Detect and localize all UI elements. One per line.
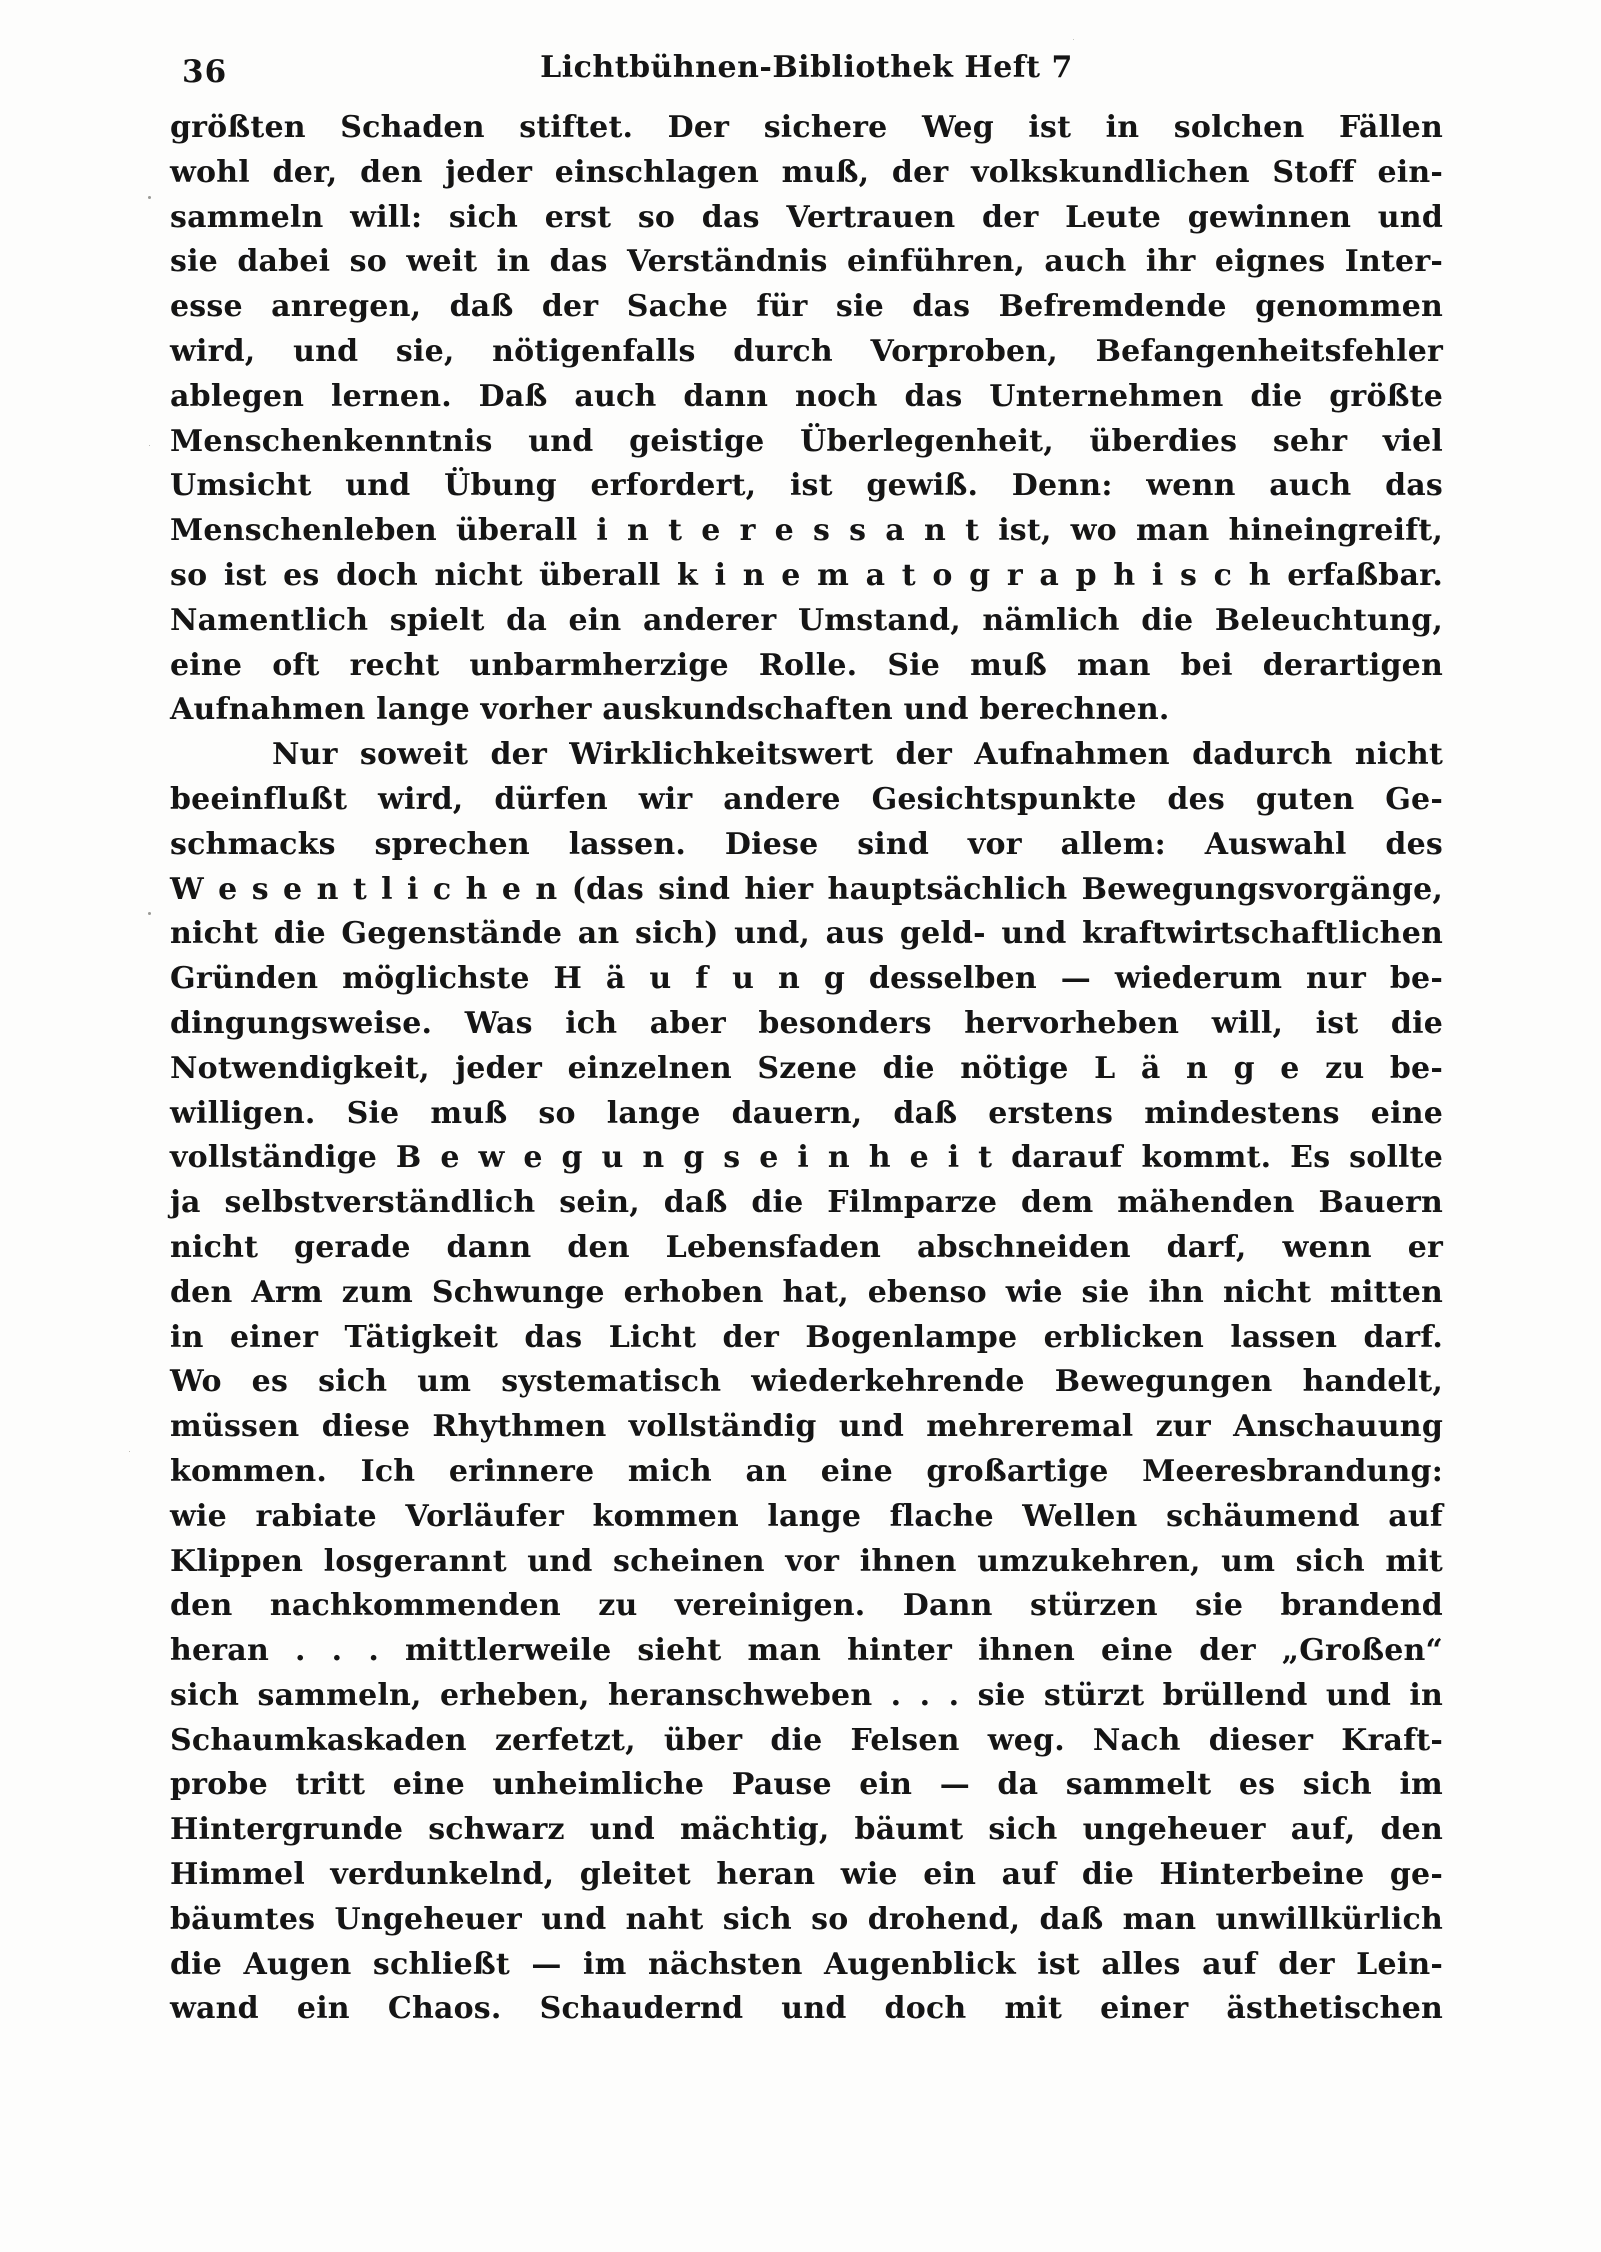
text-line: wie rabiate Vorläufer kommen lange flache Wellen schäumend auf <box>170 1498 1443 1534</box>
text-line: nicht die Gegenstände an sich) und, aus geld- und kraftwirtschaftlichen <box>170 916 1443 952</box>
text-line: müssen diese Rhythmen vollständig und mehreremal zur Anschauung <box>170 1409 1443 1445</box>
text-line: W e s e n t l i c h e n (das sind hier hauptsächlich Bewegungsvorgänge, <box>170 871 1443 907</box>
text-line: Namentlich spielt da ein anderer Umstand, nämlich die Beleuchtung, <box>170 602 1443 638</box>
text-line: Hintergrunde schwarz und mächtig, bäumt sich ungeheuer auf, den <box>170 1812 1443 1848</box>
text-line: den Arm zum Schwunge erhoben hat, ebenso wie sie ihn nicht mitten <box>170 1274 1443 1310</box>
text-line: probe tritt eine unheimliche Pause ein — da sammelt es sich im <box>170 1767 1443 1803</box>
text-line: in einer Tätigkeit das Licht der Bogenlampe erblicken lassen darf. <box>170 1319 1443 1355</box>
text-line: sie dabei so weit in das Verständnis einführen, auch ihr eignes Inter- <box>170 244 1443 280</box>
text-line: sammeln will: sich erst so das Vertrauen der Leute gewinnen und <box>170 199 1443 235</box>
text-line: Klippen losgerannt und scheinen vor ihnen umzukehren, um sich mit <box>170 1543 1443 1579</box>
page-header <box>170 50 1443 96</box>
text-line: ja selbstverständlich sein, daß die Filmparze dem mähenden Bauern <box>170 1185 1443 1221</box>
text-line: Gründen möglichste H ä u f u n g desselben — wiederum nur be- <box>170 961 1443 997</box>
text-line: Menschenkenntnis und geistige Überlegenheit, überdies sehr viel <box>170 423 1443 459</box>
running-header-title: Lichtbühnen-Bibliothek Heft 7 <box>540 50 1073 85</box>
text-line: eine oft recht unbarmherzige Rolle. Sie muß man bei derartigen <box>170 647 1443 683</box>
text-line: kommen. Ich erinnere mich an eine großartige Meeresbrandung: <box>170 1453 1443 1489</box>
text-line: sich sammeln, erheben, heranschweben . . . sie stürzt brüllend und in <box>170 1677 1443 1713</box>
text-line: Himmel verdunkelnd, gleitet heran wie ein auf die Hinterbeine ge- <box>170 1857 1443 1893</box>
text-line: Schaumkaskaden zerfetzt, über die Felsen weg. Nach dieser Kraft- <box>170 1722 1443 1758</box>
text-line: Nur soweit der Wirklichkeitswert der Aufnahmen dadurch nicht <box>272 737 1443 773</box>
text-line: die Augen schließt — im nächsten Augenblick ist alles auf der Lein- <box>170 1946 1443 1982</box>
text-line: so ist es doch nicht überall k i n e m a t o g r a p h i s c h erfaßbar. <box>170 557 1443 593</box>
text-line: wird, und sie, nötigenfalls durch Vorproben, Befangenheitsfehler <box>170 333 1443 369</box>
text-line: Menschenleben überall i n t e r e s s a n t ist, wo man hineingreift, <box>170 513 1443 549</box>
paragraph <box>170 733 1443 2032</box>
text-line: größten Schaden stiftet. Der sichere Weg ist in solchen Fällen <box>170 110 1443 145</box>
text-line: Aufnahmen lange vorher auskundschaften und berechnen. <box>170 692 1170 728</box>
text-line: den nachkommenden zu vereinigen. Dann stürzen sie brandend <box>170 1588 1443 1624</box>
text-line: wohl der, den jeder einschlagen muß, der volkskundlichen Stoff ein- <box>170 154 1443 190</box>
text-line: schmacks sprechen lassen. Diese sind vor allem: Auswahl des <box>170 826 1443 862</box>
text-line: Wo es sich um systematisch wiederkehrende Bewegungen handelt, <box>170 1364 1443 1400</box>
text-line: wand ein Chaos. Schaudernd und doch mit einer ästhetischen <box>170 1991 1443 2027</box>
text-block <box>170 106 1443 2032</box>
text-line: dingungsweise. Was ich aber besonders hervorheben will, ist die <box>170 1005 1443 1041</box>
text-line: nicht gerade dann den Lebensfaden abschneiden darf, wenn er <box>170 1229 1443 1265</box>
text-line: vollständige B e w e g u n g s e i n h e i t darauf kommt. Es sollte <box>170 1140 1443 1176</box>
text-line: bäumtes Ungeheuer und naht sich so drohend, daß man unwillkürlich <box>170 1901 1443 1937</box>
text-line: esse anregen, daß der Sache für sie das Befremdende genommen <box>170 289 1443 325</box>
text-line: beeinflußt wird, dürfen wir andere Gesichtspunkte des guten Ge- <box>170 781 1443 817</box>
text-line: heran . . . mittlerweile sieht man hinter ihnen eine der „Großen“ <box>170 1633 1443 1669</box>
text-line: Umsicht und Übung erfordert, ist gewiß. Denn: wenn auch das <box>170 468 1443 504</box>
text-line: Notwendigkeit, jeder einzelnen Szene die nötige L ä n g e zu be- <box>170 1050 1443 1086</box>
page-number: 36 <box>182 54 228 90</box>
text-line: ablegen lernen. Daß auch dann noch das Unternehmen die größte <box>170 378 1443 414</box>
text-line: willigen. Sie muß so lange dauern, daß erstens mindestens eine <box>170 1095 1443 1131</box>
paragraph <box>170 106 1443 733</box>
